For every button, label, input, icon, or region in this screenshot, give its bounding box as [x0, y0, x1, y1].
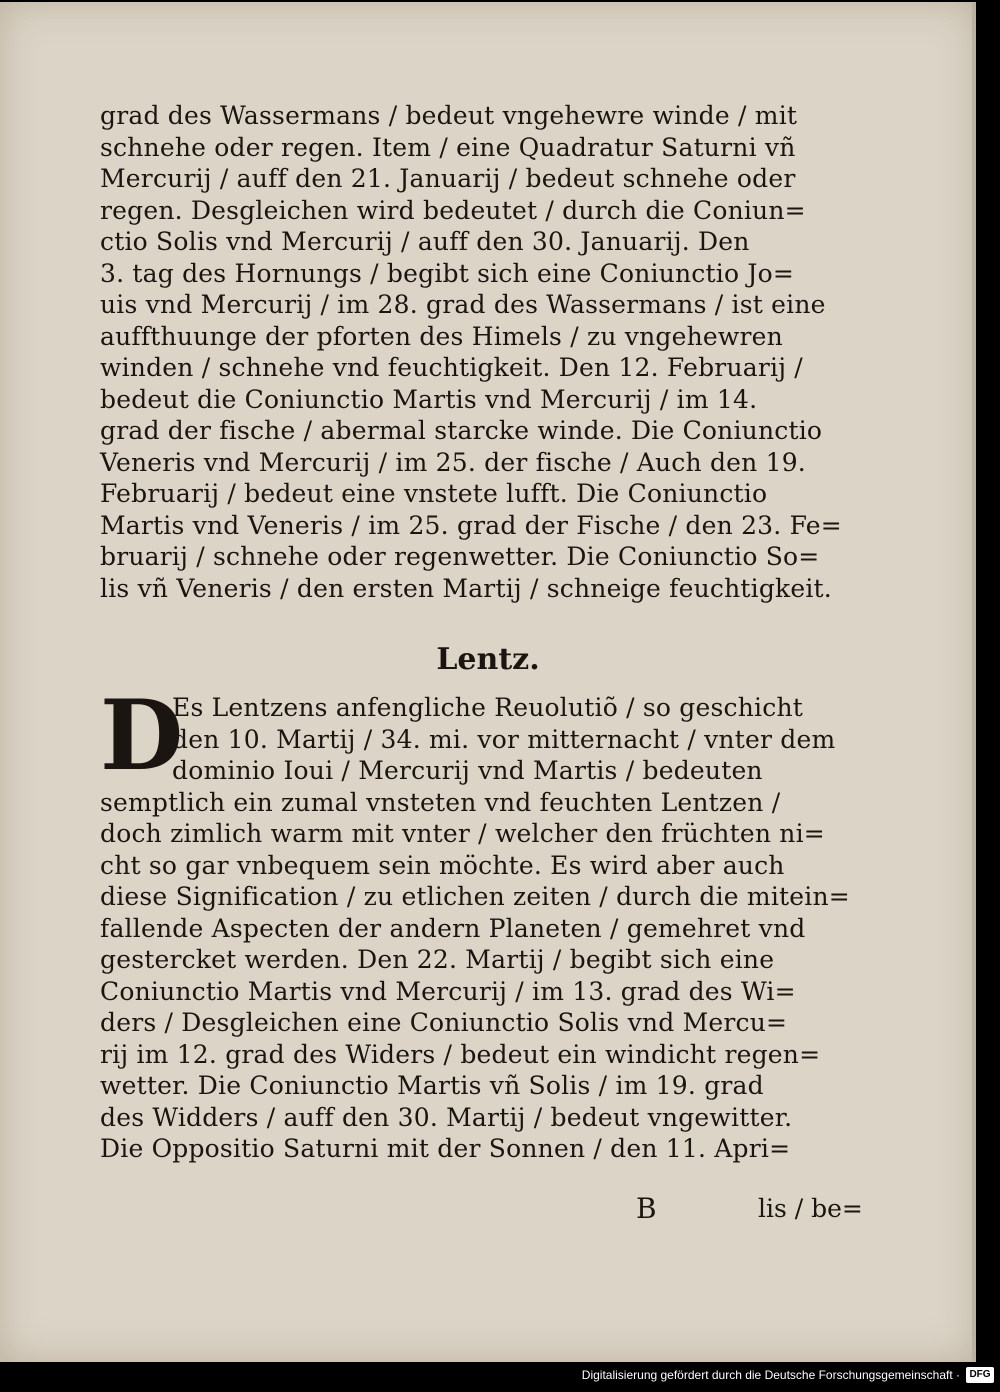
text-line-content: semptlich ein zumal vnsteten vnd feuchten Lentzen / [100, 787, 781, 817]
text-line-content: des Widders / auff den 30. Martij / bedeut vngewitter. [100, 1102, 793, 1132]
text-line-content: Coniunctio Martis vnd Mercurij / im 13. grad des Wi= [100, 976, 796, 1006]
section-heading: Lentz. [436, 642, 540, 677]
text-line [100, 384, 840, 416]
text-line-content: schnehe oder regen. Item / eine Quadratur Saturni vñ [100, 132, 796, 162]
text-line-content: fallende Aspecten der andern Planeten / gemehret vnd [100, 913, 806, 943]
text-line-content: winden / schnehe vnd feuchtigkeit. Den 12. Februarij / [100, 353, 803, 382]
text-line-content: cht so gar vnbequem sein möchte. Es wird aber auch [100, 850, 785, 880]
text-line-content: Veneris vnd Mercurij / im 25. der fische / Auch den 19. [100, 447, 806, 477]
text-line-content: ders / Desgleichen eine Coniunctio Solis vnd Mercu= [100, 1008, 788, 1037]
text-line [100, 573, 840, 605]
text-line-content: uis vnd Mercurij / im 28. grad des Wassermans / ist eine [100, 290, 826, 319]
book-page [0, 2, 976, 1362]
text-line-content: auffthuunge der pforten des Himels / zu vngehewren [100, 321, 783, 351]
text-line-content: Martis vnd Veneris / im 25. grad der Fische / den 23. Fe= [100, 510, 842, 540]
text-line [100, 100, 840, 132]
text-line [100, 1102, 840, 1134]
text-line [100, 132, 840, 164]
text-line-content: ctio Solis vnd Mercurij / auff den 30. Januarij. Den [100, 227, 750, 256]
text-line [100, 724, 840, 756]
text-line [100, 289, 840, 321]
text-line [100, 1133, 840, 1165]
footer-credit: Digitalisierung gefördert durch die Deutsche Forschungsgemeinschaft · [581, 1368, 960, 1382]
text-line [100, 944, 840, 976]
text-line [100, 541, 840, 573]
text-block-top [100, 100, 840, 604]
text-line [100, 258, 840, 290]
text-line-content: Mercurij / auff den 21. Januarij / bedeut schnehe oder [100, 164, 796, 193]
text-line [100, 447, 840, 479]
text-line-content: bedeut die Coniunctio Martis vnd Mercurij / im 14. [100, 384, 758, 414]
text-line [100, 692, 840, 724]
text-line [100, 1007, 840, 1039]
text-line [100, 195, 840, 227]
catchword: lis / be= [758, 1194, 863, 1223]
page-edge [972, 2, 976, 1362]
text-line [100, 352, 840, 384]
text-line [100, 1070, 840, 1102]
text-line [100, 913, 840, 945]
text-line-content: bruarij / schnehe oder regenwetter. Die Coniunctio So= [100, 542, 820, 571]
dfg-logo-badge: DFG [966, 1367, 994, 1383]
text-line [100, 850, 840, 882]
text-line-content: dominio Ioui / Mercurij vnd Martis / bedeuten [172, 756, 763, 785]
text-line-content: den 10. Martij / 34. mi. vor mitternacht / vnter dem [172, 724, 836, 754]
text-line [100, 818, 840, 850]
text-line [100, 787, 840, 819]
text-line [100, 163, 840, 195]
text-line-content: doch zimlich warm mit vnter / welcher den früchten ni= [100, 819, 825, 848]
text-line-content: Februarij / bedeut eine vnstete lufft. Die Coniunctio [100, 479, 768, 508]
text-line-content: regen. Desgleichen wird bedeutet / durch die Coniun= [100, 195, 806, 225]
text-line-content: 3. tag des Hornungs / begibt sich eine Coniunctio Jo= [100, 258, 794, 288]
text-line-content: grad des Wassermans / bedeut vngehewre winde / mit [100, 101, 798, 130]
text-line [100, 415, 840, 447]
text-line-content: rij im 12. grad des Widers / bedeut ein windicht regen= [100, 1039, 821, 1069]
text-line-content: wetter. Die Coniunctio Martis vñ Solis / im 19. grad [100, 1071, 764, 1100]
text-line [100, 510, 840, 542]
text-line [100, 321, 840, 353]
footer-bar [0, 1362, 1000, 1392]
text-line [100, 881, 850, 913]
text-line [100, 226, 840, 258]
text-line-content: grad der fische / abermal starcke winde. Die Coniunctio [100, 416, 823, 445]
drop-cap: D [100, 679, 184, 792]
text-line-content: Die Oppositio Saturni mit der Sonnen / den 11. Apri= [100, 1134, 791, 1163]
text-line [100, 478, 840, 510]
signature-mark: B [636, 1192, 657, 1225]
text-line [100, 1039, 840, 1071]
text-line [100, 976, 840, 1008]
text-line-content: lis vñ Veneris / den ersten Martij / schneige feuchtigkeit. [100, 573, 832, 603]
text-line-content: Es Lentzens anfengliche Reuolutiõ / so geschicht [172, 693, 803, 722]
text-line-content: gestercket werden. Den 22. Martij / begibt sich eine [100, 945, 775, 974]
text-line [100, 755, 840, 787]
text-block-section [100, 679, 850, 1165]
text-line-content: diese Signification / zu etlichen zeiten / durch die mitein= [100, 882, 850, 911]
